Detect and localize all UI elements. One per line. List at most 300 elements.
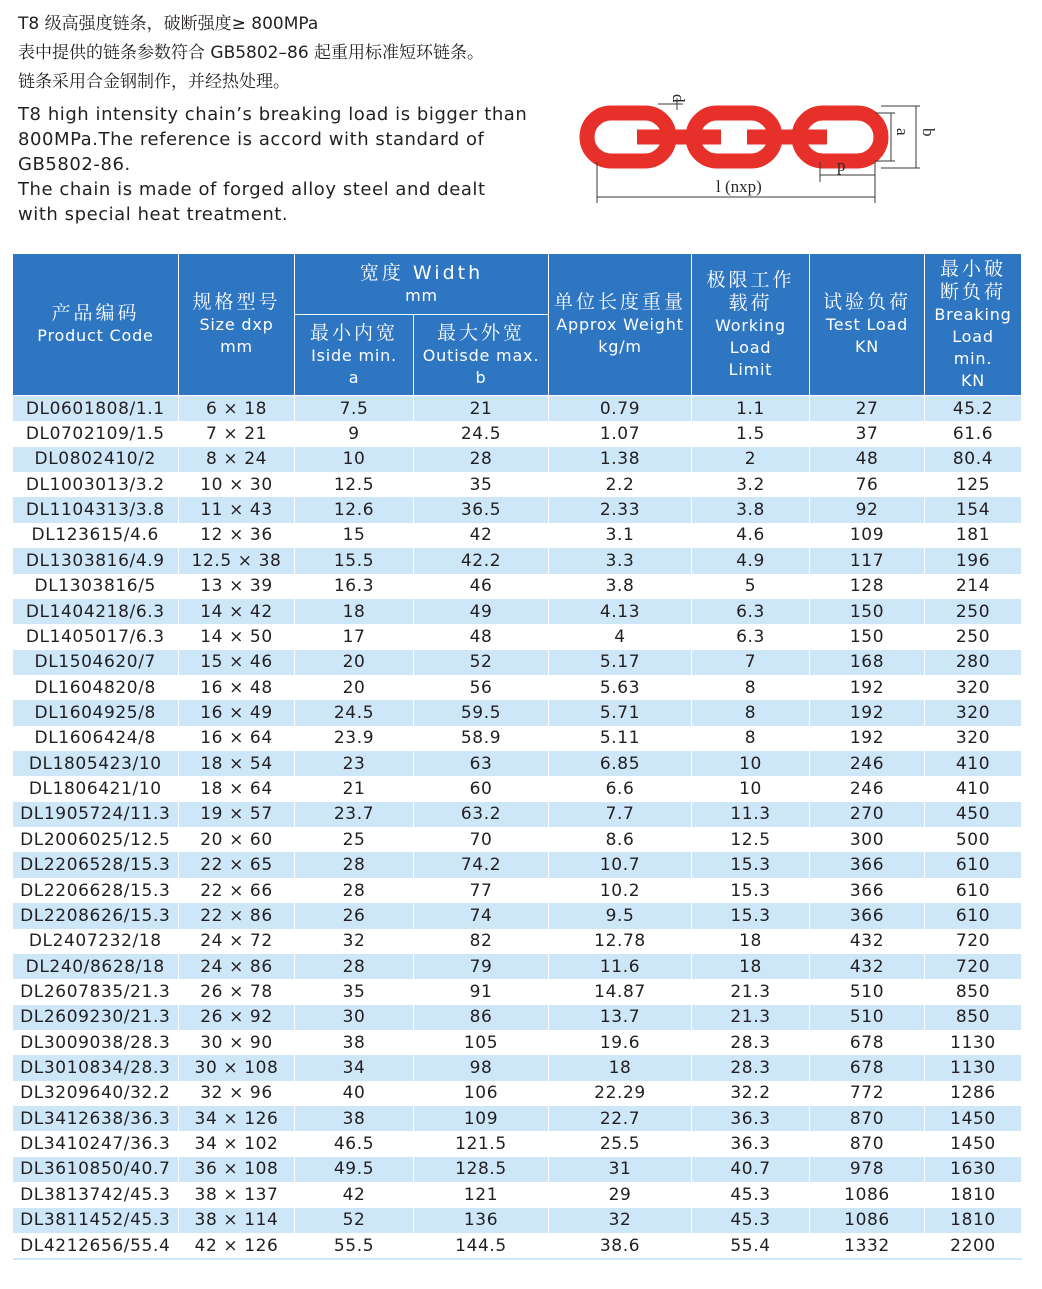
cell-breaking-load: 610 [925,878,1022,903]
cell-breaking-load: 1450 [925,1106,1022,1131]
cell-working-load: 15.3 [692,852,810,877]
cell-inner-width: 32 [295,929,414,954]
table-row [13,726,1022,751]
cell-outer-width: 21 [414,396,549,422]
cell-outer-width: 49 [414,599,549,624]
cell-size: 26 × 92 [179,1005,295,1030]
cell-inner-width: 23.7 [295,802,414,827]
cell-breaking-load: 720 [925,929,1022,954]
cell-inner-width: 24.5 [295,700,414,725]
cell-breaking-load: 1810 [925,1208,1022,1233]
table-row [13,776,1022,801]
cell-inner-width: 38 [295,1030,414,1055]
cell-outer-width: 74.2 [414,852,549,877]
table-row [13,1208,1022,1233]
cell-test-load: 27 [810,396,925,422]
cell-inner-width: 20 [295,675,414,700]
header-size [179,254,295,396]
cell-weight: 19.6 [549,1030,692,1055]
cell-test-load: 772 [810,1081,925,1106]
cell-weight: 3.1 [549,523,692,548]
cell-working-load: 21.3 [692,979,810,1004]
cell-product-code: DL4212656/55.4 [13,1233,179,1259]
intro-en-line-5: with special heat treatment. [18,204,289,225]
cell-outer-width: 109 [414,1106,549,1131]
intro-en-line-3: GB5802-86. [18,154,131,175]
cell-working-load: 6.3 [692,599,810,624]
label-length: l (nxp) [716,177,762,196]
cell-size: 38 × 114 [179,1208,295,1233]
cell-size: 24 × 86 [179,954,295,979]
cell-breaking-load: 610 [925,852,1022,877]
cell-weight: 3.3 [549,548,692,573]
cell-product-code: DL0601808/1.1 [13,396,179,422]
cell-size: 8 × 24 [179,447,295,472]
cell-size: 6 × 18 [179,396,295,422]
header-test-cn: 试验负荷 [822,291,911,313]
cell-weight: 0.79 [549,396,692,422]
cell-breaking-load: 1130 [925,1055,1022,1080]
cell-test-load: 246 [810,751,925,776]
table-row [13,1233,1022,1259]
cell-test-load: 168 [810,650,925,675]
cell-product-code: DL1604820/8 [13,675,179,700]
cell-product-code: DL2609230/21.3 [13,1005,179,1030]
table-row [13,979,1022,1004]
cell-inner-width: 17 [295,624,414,649]
cell-product-code: DL2206628/15.3 [13,878,179,903]
header-test-load [810,254,925,396]
cell-test-load: 246 [810,776,925,801]
cell-size: 11 × 43 [179,497,295,522]
cell-test-load: 270 [810,802,925,827]
cell-weight: 2.2 [549,472,692,497]
cell-working-load: 55.4 [692,1233,810,1259]
cell-inner-width: 49.5 [295,1157,414,1182]
cell-weight: 5.17 [549,650,692,675]
header-break-en3: min. [953,348,993,368]
header-break-cn2: 断负荷 [939,280,1006,303]
cell-test-load: 978 [810,1157,925,1182]
cell-weight: 3.8 [549,574,692,599]
header-outer-cn: 最大外宽 [436,321,525,344]
cell-outer-width: 144.5 [414,1233,549,1259]
cell-weight: 10.7 [549,852,692,877]
cell-product-code: DL2407232/18 [13,929,179,954]
header-break-cn1: 最小破 [939,257,1006,280]
cell-working-load: 15.3 [692,878,810,903]
cell-inner-width: 20 [295,650,414,675]
cell-working-load: 3.2 [692,472,810,497]
cell-working-load: 3.8 [692,497,810,522]
table-row [13,548,1022,573]
header-width-unit: mm [405,285,438,305]
cell-working-load: 1.1 [692,396,810,422]
cell-product-code: DL1604925/8 [13,700,179,725]
header-size-unit: mm [220,337,253,356]
header-size-cn: 规格型号 [192,291,281,313]
table-row [13,751,1022,776]
cell-working-load: 2 [692,447,810,472]
cell-outer-width: 35 [414,472,549,497]
cell-weight: 1.07 [549,421,692,446]
cell-outer-width: 48 [414,624,549,649]
cell-size: 24 × 72 [179,929,295,954]
cell-inner-width: 7.5 [295,396,414,422]
table-row [13,954,1022,979]
table-body [13,396,1022,1260]
cell-inner-width: 52 [295,1208,414,1233]
header-working-load-limit [692,254,810,396]
cell-working-load: 32.2 [692,1081,810,1106]
cell-size: 16 × 64 [179,726,295,751]
cell-weight: 25.5 [549,1131,692,1156]
cell-size: 36 × 108 [179,1157,295,1182]
cell-product-code: DL240/8628/18 [13,954,179,979]
header-size-en: Size dxp [199,315,274,334]
cell-working-load: 10 [692,776,810,801]
cell-weight: 7.7 [549,802,692,827]
cell-size: 16 × 49 [179,700,295,725]
cell-weight: 13.7 [549,1005,692,1030]
cell-product-code: DL1606424/8 [13,726,179,751]
intro-cn-line-1: T8 级高强度链条，破断强度≥ 800MPa [18,14,319,34]
cell-breaking-load: 1450 [925,1131,1022,1156]
cell-inner-width: 55.5 [295,1233,414,1259]
cell-test-load: 192 [810,700,925,725]
cell-working-load: 28.3 [692,1055,810,1080]
cell-outer-width: 105 [414,1030,549,1055]
header-code-en: Product Code [37,326,154,345]
cell-test-load: 150 [810,624,925,649]
table-row [13,1182,1022,1207]
cell-inner-width: 28 [295,878,414,903]
table-row [13,903,1022,928]
table-row [13,472,1022,497]
cell-test-load: 150 [810,599,925,624]
cell-outer-width: 52 [414,650,549,675]
cell-size: 13 × 39 [179,574,295,599]
cell-product-code: DL1806421/10 [13,776,179,801]
cell-weight: 14.87 [549,979,692,1004]
cell-inner-width: 35 [295,979,414,1004]
header-wll-en1: Working [715,315,786,335]
cell-inner-width: 46.5 [295,1131,414,1156]
cell-working-load: 4.6 [692,523,810,548]
table-row [13,599,1022,624]
cell-breaking-load: 2200 [925,1233,1022,1259]
cell-size: 14 × 50 [179,624,295,649]
cell-breaking-load: 410 [925,751,1022,776]
cell-test-load: 510 [810,979,925,1004]
cell-product-code: DL1405017/6.3 [13,624,179,649]
cell-weight: 8.6 [549,827,692,852]
header-inner-width [295,315,414,396]
cell-product-code: DL3412638/36.3 [13,1106,179,1131]
cell-working-load: 6.3 [692,624,810,649]
cell-outer-width: 121 [414,1182,549,1207]
cell-size: 16 × 48 [179,675,295,700]
cell-breaking-load: 320 [925,700,1022,725]
cell-size: 26 × 78 [179,979,295,1004]
cell-outer-width: 56 [414,675,549,700]
cell-test-load: 192 [810,675,925,700]
header-test-en: Test Load [825,315,909,334]
cell-breaking-load: 61.6 [925,421,1022,446]
cell-inner-width: 10 [295,447,414,472]
header-weight-cn: 单位长度重量 [553,291,686,313]
cell-working-load: 40.7 [692,1157,810,1182]
table-row [13,852,1022,877]
table-row [13,650,1022,675]
cell-product-code: DL2006025/12.5 [13,827,179,852]
cell-weight: 4 [549,624,692,649]
cell-outer-width: 24.5 [414,421,549,446]
cell-weight: 9.5 [549,903,692,928]
cell-working-load: 10 [692,751,810,776]
cell-working-load: 36.3 [692,1106,810,1131]
cell-inner-width: 40 [295,1081,414,1106]
cell-outer-width: 91 [414,979,549,1004]
cell-breaking-load: 250 [925,624,1022,649]
cell-product-code: DL1905724/11.3 [13,802,179,827]
cell-weight: 2.33 [549,497,692,522]
cell-inner-width: 28 [295,954,414,979]
cell-outer-width: 106 [414,1081,549,1106]
cell-weight: 4.13 [549,599,692,624]
cell-test-load: 1332 [810,1233,925,1259]
cell-working-load: 18 [692,929,810,954]
cell-working-load: 45.3 [692,1182,810,1207]
header-wll-en2: Load [729,337,772,357]
chain-spec-table [12,253,1022,1260]
cell-breaking-load: 250 [925,599,1022,624]
cell-breaking-load: 320 [925,726,1022,751]
cell-inner-width: 28 [295,852,414,877]
cell-weight: 5.63 [549,675,692,700]
cell-weight: 38.6 [549,1233,692,1259]
cell-weight: 10.2 [549,878,692,903]
cell-working-load: 36.3 [692,1131,810,1156]
label-b: b [919,128,938,137]
cell-product-code: DL1104313/3.8 [13,497,179,522]
header-breaking-load [925,254,1022,396]
cell-inner-width: 42 [295,1182,414,1207]
cell-working-load: 8 [692,726,810,751]
cell-size: 22 × 65 [179,852,295,877]
table-row [13,574,1022,599]
cell-outer-width: 86 [414,1005,549,1030]
cell-product-code: DL0802410/2 [13,447,179,472]
cell-outer-width: 58.9 [414,726,549,751]
cell-breaking-load: 410 [925,776,1022,801]
cell-size: 12 × 36 [179,523,295,548]
cell-working-load: 8 [692,700,810,725]
cell-size: 18 × 54 [179,751,295,776]
cell-test-load: 870 [810,1106,925,1131]
cell-size: 32 × 96 [179,1081,295,1106]
header-break-en2: Load [952,326,994,346]
cell-working-load: 8 [692,675,810,700]
table-row [13,624,1022,649]
intro-english [18,102,528,227]
cell-product-code: DL2208626/15.3 [13,903,179,928]
cell-size: 34 × 126 [179,1106,295,1131]
table-row [13,523,1022,548]
cell-product-code: DL1003013/3.2 [13,472,179,497]
label-a: a [893,128,912,136]
cell-product-code: DL1404218/6.3 [13,599,179,624]
cell-test-load: 48 [810,447,925,472]
label-p: p [837,156,846,175]
table-row [13,929,1022,954]
cell-weight: 18 [549,1055,692,1080]
cell-test-load: 678 [810,1030,925,1055]
cell-breaking-load: 125 [925,472,1022,497]
cell-outer-width: 42 [414,523,549,548]
table-row [13,1157,1022,1182]
cell-test-load: 92 [810,497,925,522]
header-break-en1: Breaking [934,304,1012,324]
header-weight [549,254,692,396]
table-row [13,675,1022,700]
cell-test-load: 1086 [810,1182,925,1207]
cell-weight: 6.85 [549,751,692,776]
cell-working-load: 4.9 [692,548,810,573]
cell-size: 10 × 30 [179,472,295,497]
cell-working-load: 28.3 [692,1030,810,1055]
cell-breaking-load: 450 [925,802,1022,827]
intro-chinese [18,10,538,97]
cell-outer-width: 63 [414,751,549,776]
cell-breaking-load: 1810 [925,1182,1022,1207]
cell-weight: 5.71 [549,700,692,725]
cell-size: 42 × 126 [179,1233,295,1259]
cell-product-code: DL2607835/21.3 [13,979,179,1004]
cell-product-code: DL3009038/28.3 [13,1030,179,1055]
cell-inner-width: 34 [295,1055,414,1080]
cell-test-load: 432 [810,929,925,954]
header-width-title: 宽度 Width [359,261,484,284]
cell-test-load: 300 [810,827,925,852]
cell-test-load: 366 [810,903,925,928]
cell-test-load: 128 [810,574,925,599]
cell-product-code: DL3410247/36.3 [13,1131,179,1156]
cell-breaking-load: 214 [925,574,1022,599]
cell-working-load: 45.3 [692,1208,810,1233]
cell-breaking-load: 1630 [925,1157,1022,1182]
cell-test-load: 366 [810,878,925,903]
table-row [13,1055,1022,1080]
cell-size: 30 × 90 [179,1030,295,1055]
header-outer-en: Outisde max. [422,345,540,365]
header-weight-en: Approx Weight [556,315,684,334]
chain-links [587,113,881,161]
cell-outer-width: 98 [414,1055,549,1080]
cell-weight: 31 [549,1157,692,1182]
cell-size: 12.5 × 38 [179,548,295,573]
cell-product-code: DL0702109/1.5 [13,421,179,446]
header-wll-en3: Limit [728,359,773,379]
intro-en-line-1: T8 high intensity chain’s breaking load is bigger than [18,104,528,125]
header-weight-unit: kg/m [598,337,642,356]
cell-breaking-load: 45.2 [925,396,1022,422]
cell-inner-width: 23.9 [295,726,414,751]
cell-inner-width: 18 [295,599,414,624]
table-row [13,1030,1022,1055]
header-width [295,254,549,315]
cell-weight: 12.78 [549,929,692,954]
cell-outer-width: 42.2 [414,548,549,573]
table-row [13,497,1022,522]
cell-product-code: DL3811452/45.3 [13,1208,179,1233]
cell-outer-width: 74 [414,903,549,928]
cell-test-load: 1086 [810,1208,925,1233]
cell-weight: 5.11 [549,726,692,751]
table-row [13,1131,1022,1156]
cell-size: 22 × 86 [179,903,295,928]
cell-product-code: DL3813742/45.3 [13,1182,179,1207]
cell-test-load: 109 [810,523,925,548]
cell-inner-width: 38 [295,1106,414,1131]
table-row [13,1005,1022,1030]
cell-product-code: DL1303816/4.9 [13,548,179,573]
header-inner-cn: 最小内宽 [309,321,398,344]
cell-breaking-load: 720 [925,954,1022,979]
cell-inner-width: 12.6 [295,497,414,522]
table-row [13,421,1022,446]
cell-inner-width: 26 [295,903,414,928]
cell-working-load: 5 [692,574,810,599]
cell-inner-width: 9 [295,421,414,446]
cell-size: 20 × 60 [179,827,295,852]
cell-working-load: 18 [692,954,810,979]
header-inner-en: Iside min. [311,345,397,365]
cell-breaking-load: 320 [925,675,1022,700]
header-outer-symbol: b [475,367,487,387]
cell-outer-width: 79 [414,954,549,979]
cell-outer-width: 77 [414,878,549,903]
cell-size: 19 × 57 [179,802,295,827]
header-wll-cn1: 极限工作 [706,268,795,291]
cell-product-code: DL3010834/28.3 [13,1055,179,1080]
cell-size: 14 × 42 [179,599,295,624]
table-row [13,396,1022,422]
cell-outer-width: 121.5 [414,1131,549,1156]
cell-inner-width: 15.5 [295,548,414,573]
cell-test-load: 76 [810,472,925,497]
cell-weight: 1.38 [549,447,692,472]
cell-outer-width: 46 [414,574,549,599]
cell-breaking-load: 80.4 [925,447,1022,472]
cell-product-code: DL1504620/7 [13,650,179,675]
cell-product-code: DL1805423/10 [13,751,179,776]
cell-outer-width: 82 [414,929,549,954]
cell-test-load: 510 [810,1005,925,1030]
cell-product-code: DL123615/4.6 [13,523,179,548]
cell-test-load: 678 [810,1055,925,1080]
header-product-code [13,254,179,396]
table-row [13,700,1022,725]
cell-outer-width: 63.2 [414,802,549,827]
cell-size: 22 × 66 [179,878,295,903]
cell-breaking-load: 850 [925,1005,1022,1030]
cell-inner-width: 16.3 [295,574,414,599]
header-inner-symbol: a [348,367,360,387]
cell-test-load: 117 [810,548,925,573]
cell-size: 7 × 21 [179,421,295,446]
cell-inner-width: 23 [295,751,414,776]
